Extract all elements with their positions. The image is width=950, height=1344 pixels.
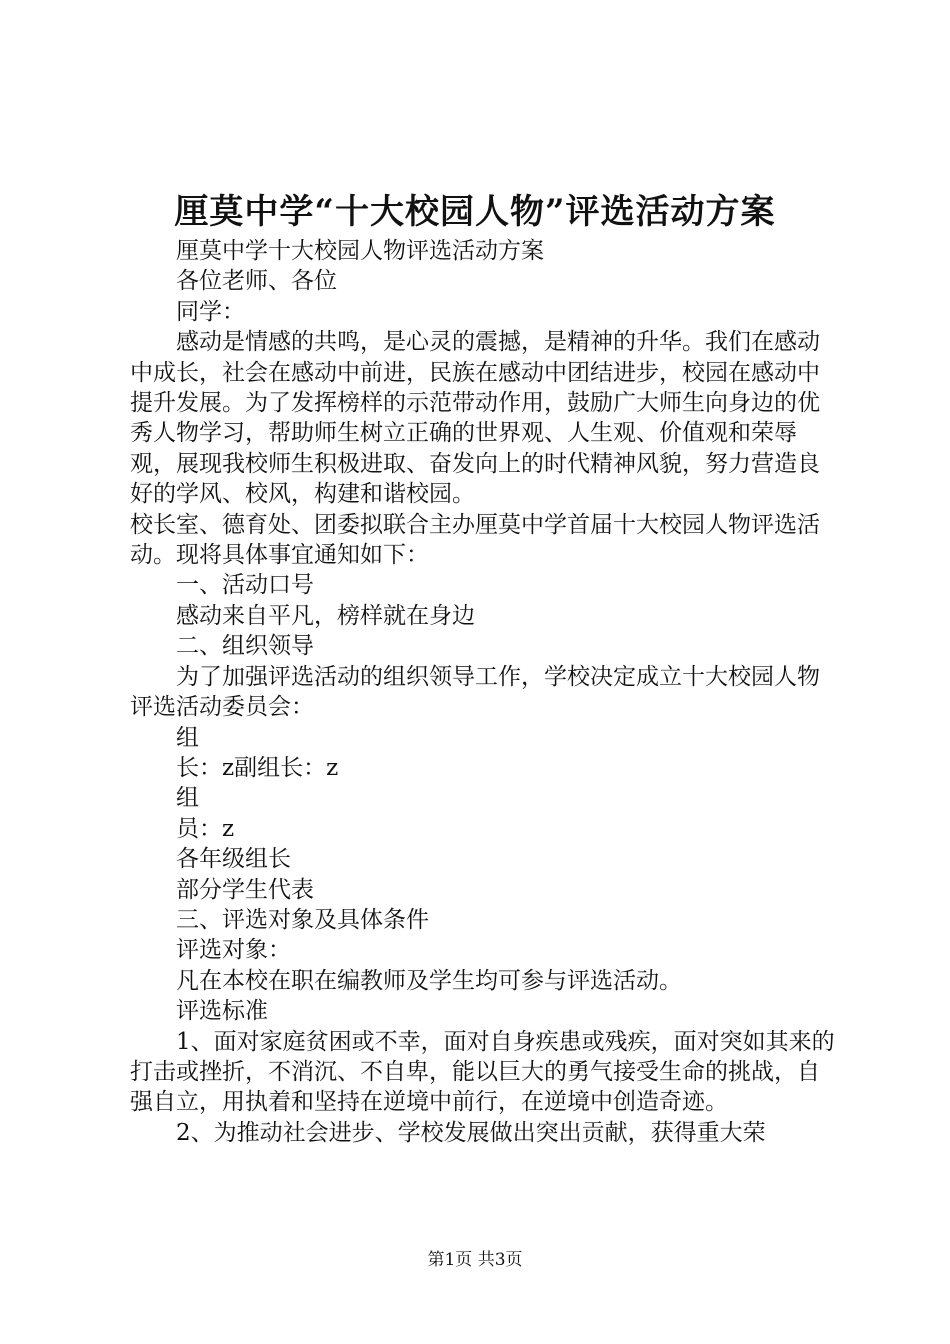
paragraph-intro: 感动是情感的共鸣，是心灵的震撼，是精神的升华。我们在感动中成长，社会在感动中前进，民族在感动中团结进步，校园在感动中提升发展。为了发挥榜样的示范带动作用，鼓励广大师生向身边的优秀人物学习，帮助师生树立正确的世界观、人生观、价值观和荣辱观，展现我校师生积极进取、奋发向上的时代精神风貌，努力营造良好的学风、校风，构建和谐校园。	[130, 329, 820, 508]
paragraph-standards-label: 评选标准	[176, 998, 268, 1025]
document-body	[130, 236, 836, 1148]
paragraph-greeting-1: 各位老师、各位	[176, 268, 337, 295]
page-footer: 第1页 共3页	[427, 1250, 523, 1270]
paragraph-group-1: 组	[176, 724, 199, 751]
paragraph-slogan: 感动来自平凡，榜样就在身边	[176, 602, 475, 629]
paragraph-standard-2: 2、为推动社会进步、学校发展做出突出贡献，获得重大荣	[176, 1119, 766, 1146]
paragraph-targets-label: 评选对象：	[176, 937, 291, 964]
paragraph-targets: 凡在本校在职在编教师及学生均可参与评选活动。	[176, 967, 682, 994]
paragraph-group-2: 组	[176, 785, 199, 812]
paragraph-members: 员：z	[176, 815, 235, 842]
paragraph-student-reps: 部分学生代表	[176, 876, 314, 903]
paragraph-leader: 长：z副组长：z	[176, 754, 339, 781]
document-title: 厘莫中学“十大校园人物”评选活动方案	[174, 192, 776, 232]
paragraph-notice: 校长室、德育处、团委拟联合主办厘莫中学首届十大校园人物评选活动。现将具体事宜通知如下：	[130, 511, 820, 569]
paragraph-subtitle: 厘莫中学十大校园人物评选活动方案	[176, 238, 544, 264]
section-heading-organization: 二、组织领导	[176, 633, 314, 660]
paragraph-grade-leaders: 各年级组长	[176, 846, 291, 873]
section-heading-slogan: 一、活动口号	[176, 572, 314, 599]
paragraph-standard-1: 1、面对家庭贫困或不幸，面对自身疾患或残疾，面对突如其来的打击或挫折，不消沉、不自卑，能以巨大的勇气接受生命的挑战，自强自立，用执着和坚持在逆境中前行，在逆境中创造奇迹。	[130, 1028, 835, 1116]
section-heading-criteria: 三、评选对象及具体条件	[176, 906, 429, 933]
paragraph-greeting-2: 同学：	[176, 298, 245, 325]
paragraph-organization: 为了加强评选活动的组织领导工作，学校决定成立十大校园人物评选活动委员会：	[130, 663, 820, 721]
